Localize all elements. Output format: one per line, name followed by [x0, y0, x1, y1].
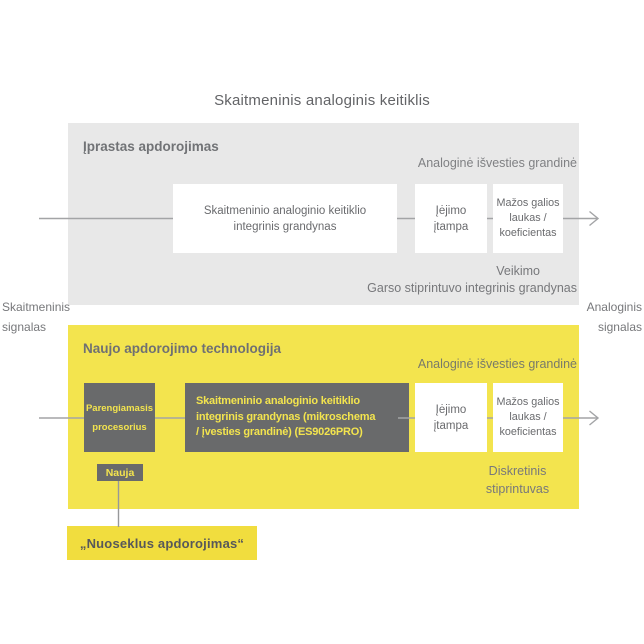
- pre-processor-line2: procesorius: [92, 421, 147, 433]
- conventional-low-power-line3: koeficientas: [499, 227, 557, 239]
- digital-signal-label-line1: Skaitmeninis: [2, 300, 71, 314]
- new-low-power-box: [493, 383, 563, 452]
- new-input-voltage-line2: įtampa: [433, 419, 469, 432]
- top-arrow-right-icon: [590, 212, 599, 226]
- discrete-amplifier-label: [460, 463, 575, 498]
- discrete-amplifier-label-line1: Diskretinis: [488, 464, 547, 478]
- pre-processor-line1: Parengiamasis: [85, 402, 154, 414]
- new-low-power-line1: Mažos galios: [496, 396, 560, 408]
- conventional-input-voltage-box: [415, 184, 487, 253]
- conventional-dac-ic-line1: Skaitmeninio analoginio keitiklio: [203, 204, 367, 217]
- conventional-block-header: Įprastas apdorojimas: [83, 139, 219, 154]
- conventional-amplifier-label-line1: Veikimo: [496, 264, 540, 278]
- new-dac-ic-line2: integrinis grandynas (mikroschema: [196, 410, 376, 423]
- conventional-dac-ic-line2: integrinis grandynas: [233, 220, 337, 233]
- analog-signal-label-line2: signalas: [597, 320, 642, 334]
- conventional-low-power-box: [493, 184, 563, 253]
- page-title: Skaitmeninis analoginis keitiklis: [214, 92, 430, 109]
- new-dac-ic-box: [185, 383, 409, 452]
- new-dac-ic-line3: / įvesties grandinė) (ES9026PRO): [196, 426, 363, 439]
- conventional-analog-output-label: Analoginė išvesties grandinė: [417, 156, 577, 170]
- new-low-power-line3: koeficientas: [499, 426, 557, 438]
- pre-processor-box: [84, 383, 155, 452]
- new-input-voltage-line1: Įėjimo: [435, 403, 467, 416]
- conventional-dac-ic-box: [173, 184, 397, 253]
- serial-processing-callout: „Nuoseklus apdorojimas“: [67, 526, 257, 560]
- new-block-header: Naujo apdorojimo technologija: [83, 341, 282, 356]
- analog-signal-label-line1: Analoginis: [586, 300, 642, 314]
- discrete-amplifier-label-line2: stiprintuvas: [485, 481, 550, 496]
- conventional-amplifier-label-line2: Garso stiprintuvo integrinis grandynas: [367, 280, 577, 295]
- new-analog-output-label: Analoginė išvesties grandinė: [417, 357, 577, 371]
- bottom-arrow-right-icon: [590, 411, 599, 425]
- digital-signal-label: [2, 297, 70, 337]
- new-badge: Nauja: [97, 464, 143, 481]
- new-dac-ic-line1: Skaitmeninio analoginio keitiklio: [196, 395, 360, 408]
- conventional-input-voltage-line1: Įėjimo: [435, 204, 467, 217]
- conventional-input-voltage-line2: įtampa: [433, 220, 469, 233]
- conventional-amplifier-label: [367, 263, 577, 296]
- new-input-voltage-box: [415, 383, 487, 452]
- conventional-low-power-line2: laukas /: [509, 212, 547, 224]
- digital-signal-label-line2: signalas: [2, 320, 47, 334]
- conventional-low-power-line1: Mažos galios: [496, 197, 560, 209]
- analog-signal-label: [587, 297, 642, 337]
- new-low-power-line2: laukas /: [509, 411, 547, 423]
